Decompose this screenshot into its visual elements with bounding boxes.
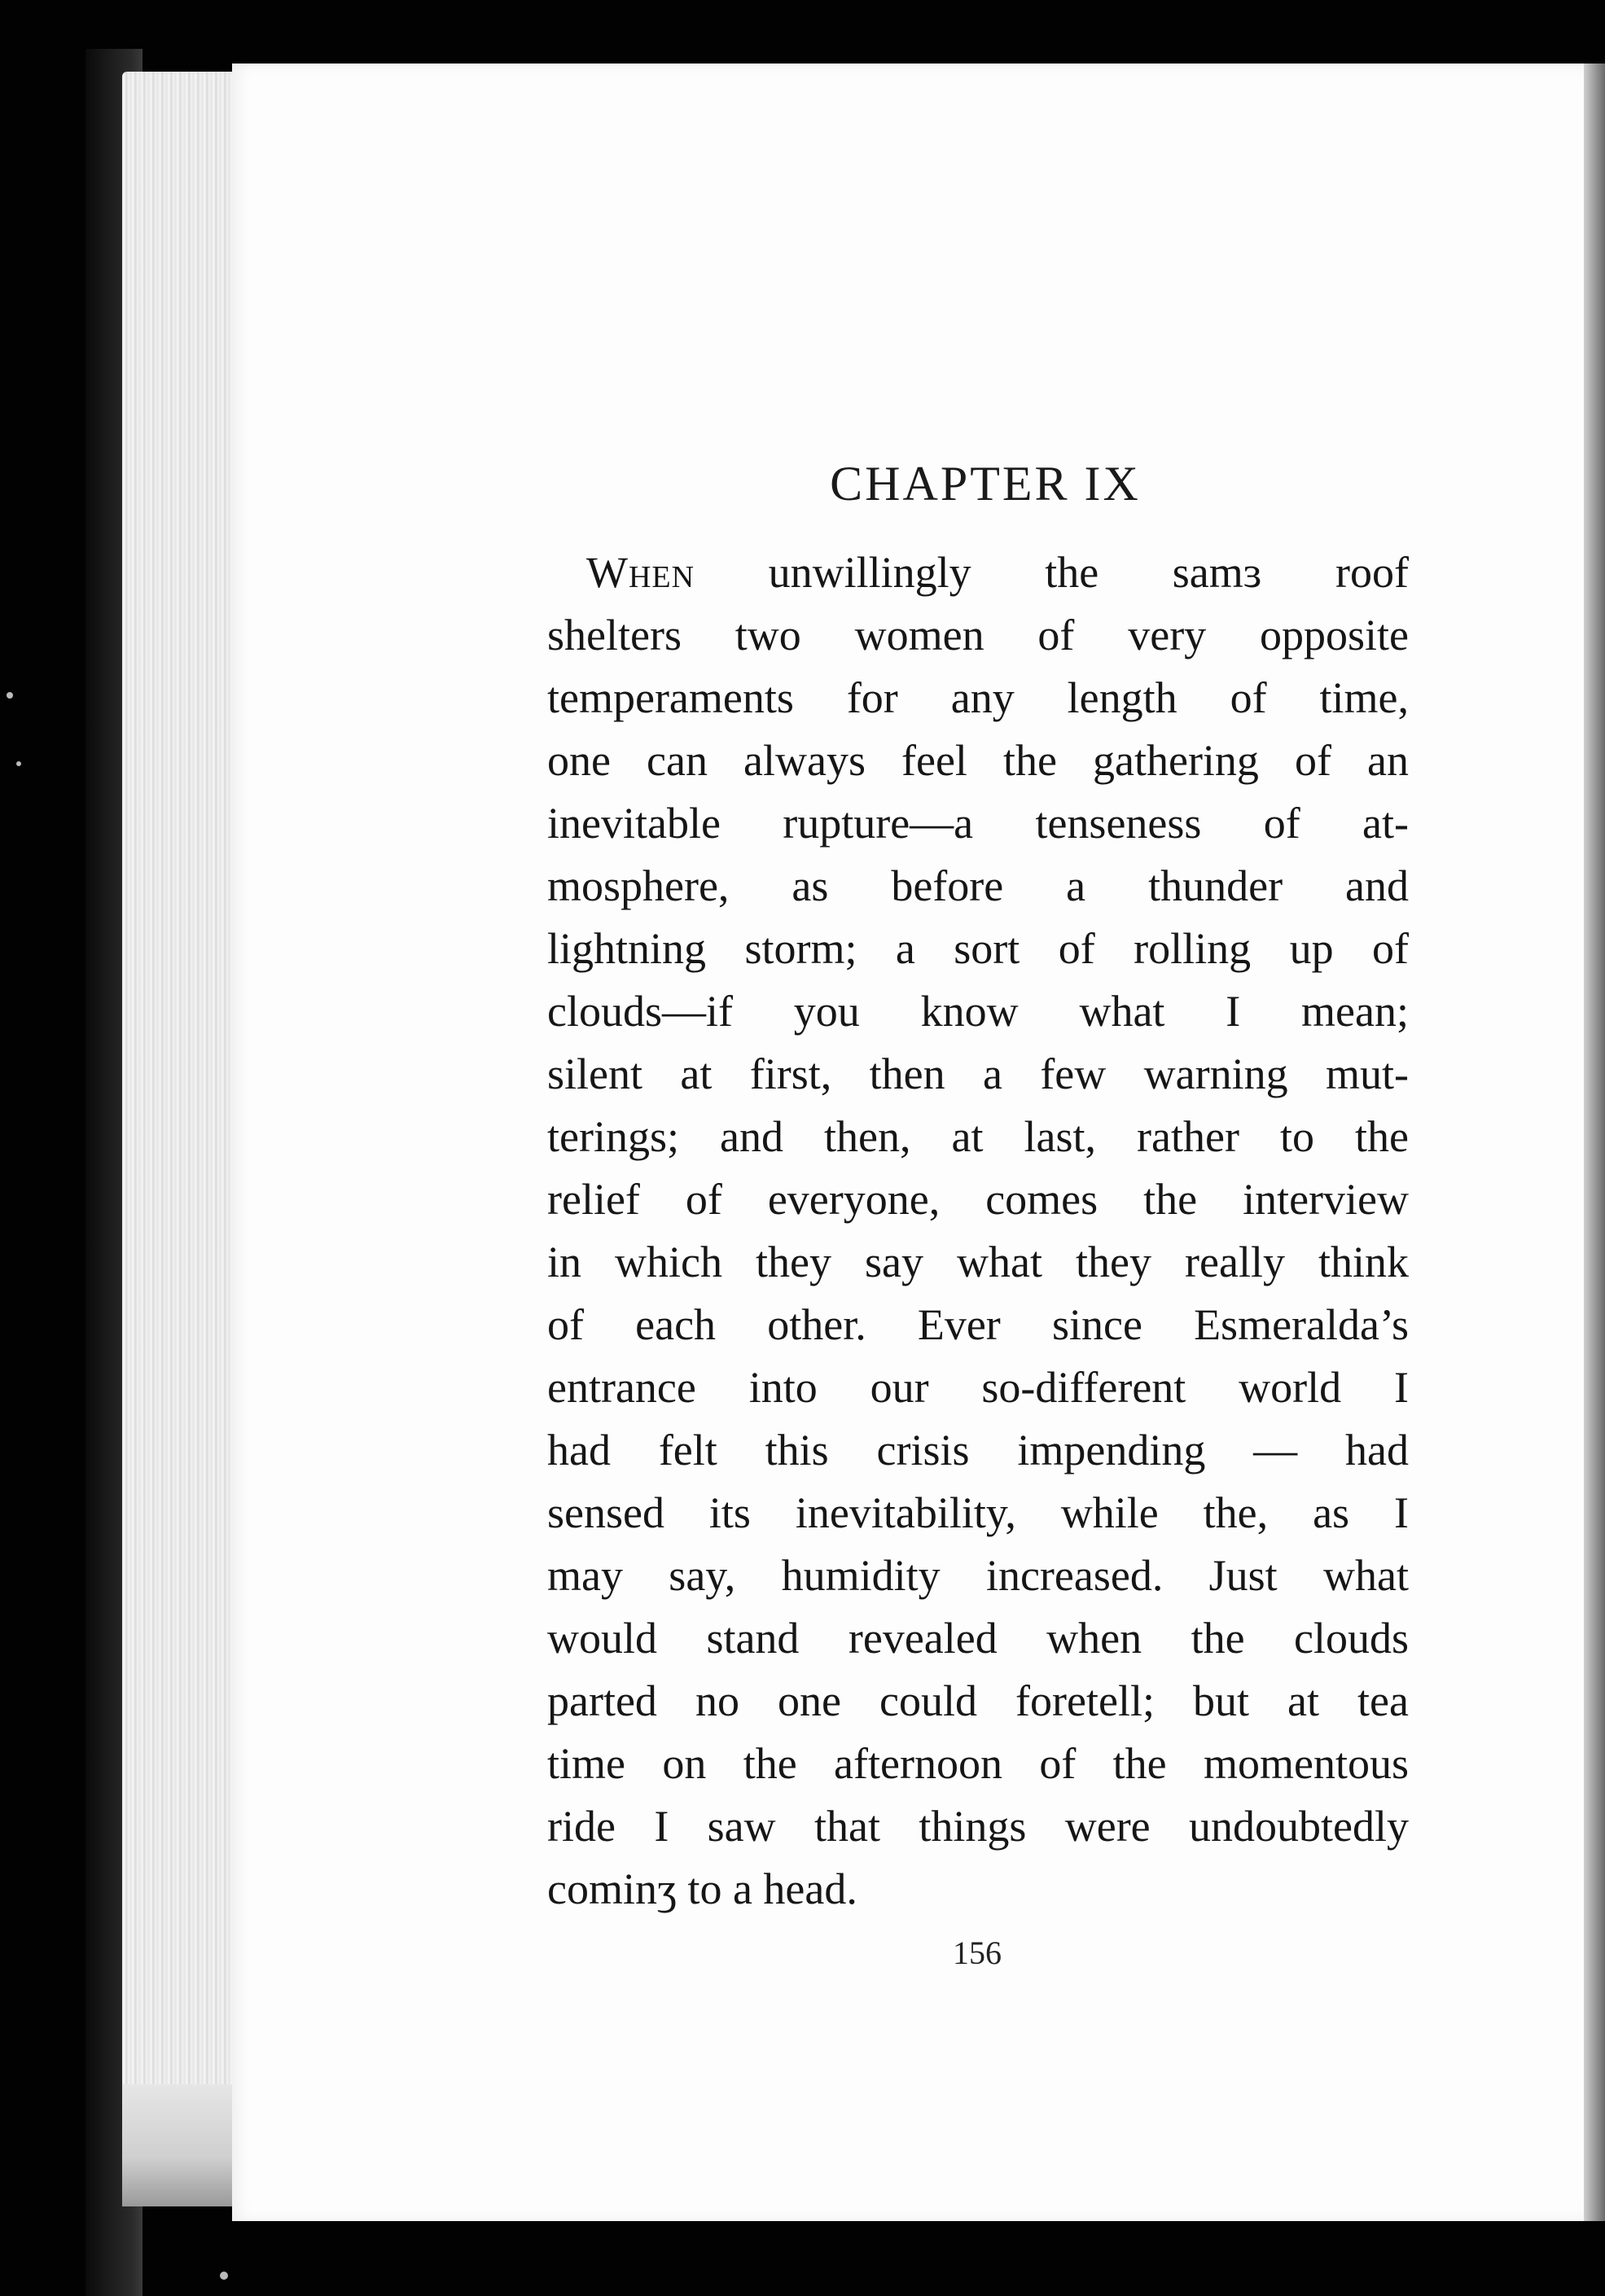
text-line: clouds—if you know what I mean; [547,987,1409,1036]
page-right-edge [1584,64,1605,2221]
text-line: inevitable rupture—a tenseness of at- [547,799,1409,848]
text-line: entrance into our so-different world I [547,1363,1409,1412]
text-line: may say, humidity increased. Just what [547,1551,1409,1600]
text-line: relief of everyone, comes the interview [547,1175,1409,1224]
chapter-text [547,541,1409,1921]
text-line: terings; and then, at last, rather to the [547,1112,1409,1161]
text-line: in which they say what they really think [547,1238,1409,1286]
chapter-title: CHAPTER IX [830,457,1141,510]
lead-word: When [586,548,695,597]
text-line: had felt this crisis impending — had [547,1426,1409,1474]
text-line: mosphere, as before a thunder and [547,861,1409,910]
text-line-1 [547,541,1409,604]
scan-speck [16,761,21,766]
text-line: would stand revealed when the clouds [547,1614,1409,1663]
scan-speck [7,692,13,699]
text-line: shelters two women of very opposite [547,611,1409,659]
text-line: silent at first, then a few warning mut- [547,1049,1409,1098]
page-number: 156 [953,1935,1002,1971]
text-line: sensed its inevitability, while the, as I [547,1488,1409,1537]
scan-speck [220,2272,228,2280]
first-line-text: unwillingly the samɜ roof [695,548,1409,597]
text-line-final: cominʒ to a head. [547,1864,857,1913]
text-line: lightning storm; a sort of rolling up of [547,924,1409,973]
text-line: ride I saw that things were undoubtedly [547,1802,1409,1851]
text-line: parted no one could foretell; but at tea [547,1676,1409,1725]
text-line: time on the afternoon of the momentous [547,1739,1409,1788]
text-line: one can always feel the gathering of an [547,736,1409,785]
text-line: temperaments for any length of time, [547,673,1409,722]
text-line: of each other. Ever since Esmeralda’s [547,1300,1409,1349]
